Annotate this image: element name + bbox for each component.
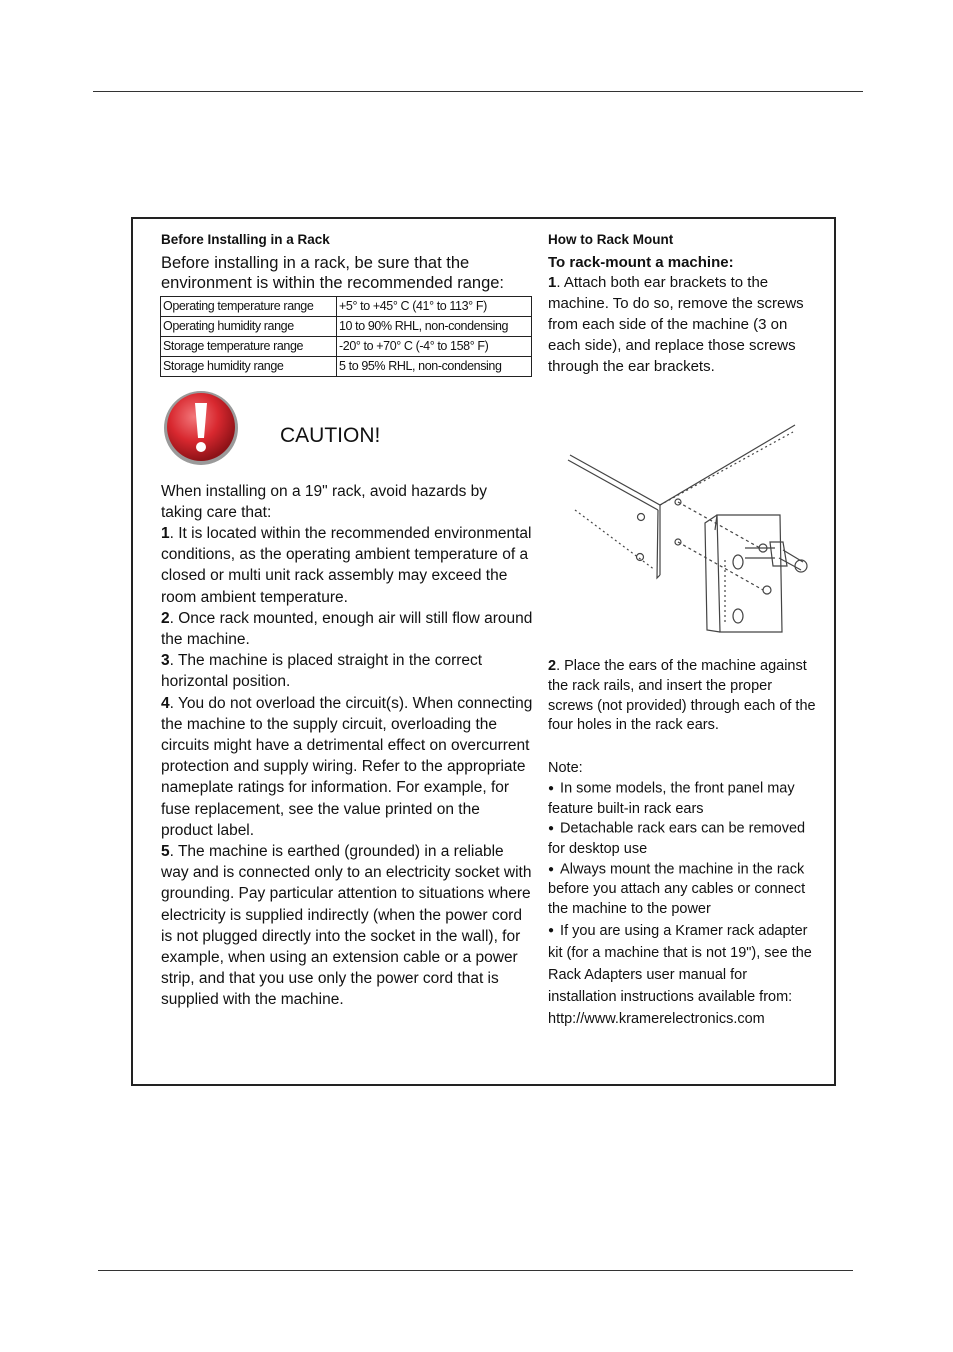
caution-intro: When installing on a 19" rack, avoid hazards by taking care that: (161, 483, 488, 522)
bullet-icon: ● (548, 863, 555, 875)
rack-ear-bracket-illustration (565, 420, 810, 640)
spec-label: Operating humidity range (161, 317, 337, 337)
note-label: Note: (548, 760, 583, 776)
bullet-icon: ● (548, 783, 555, 794)
table-row (161, 357, 532, 377)
list-item: 4. You do not overload the circuit(s). When connecting the machine to the supply circuit, overloading the circuits might have a detrimental effect on overcurrent protection and supply wiring. Refer to the appropriate nameplate ratings for information. For example, for fuse replacement, see the value printed on the product label. (161, 694, 533, 839)
list-item: ● In some models, the front panel may feature built-in rack ears (548, 780, 795, 817)
spec-value: 5 to 95% RHL, non-condensing (337, 357, 532, 377)
note-list (548, 779, 816, 1030)
exclamation-circle-icon (162, 389, 242, 469)
spec-label: Storage temperature range (161, 337, 337, 357)
how-to-rack-mount-heading: How to Rack Mount (548, 232, 674, 247)
list-item: 1. It is located within the recommended environmental conditions, as the operating ambient temperature of a closed or multi unit rack assembly may exceed the room ambient temperature. (161, 525, 532, 606)
bullet-icon: ● (548, 823, 555, 835)
caution-list (161, 523, 533, 1011)
spec-value: +5° to +45° C (41° to 113° F) (337, 297, 532, 317)
table-row (161, 317, 532, 337)
rack-mount-subheading: To rack-mount a machine: (548, 254, 734, 271)
step-2: 2. Place the ears of the machine against the rack rails, and insert the proper screws (not provided) through each of the four holes in the rack ears. (548, 658, 816, 734)
list-item: 5. The machine is earthed (grounded) in a reliable way and is connected only to an electricity socket with grounding. Pay particular attention to situations where electricity is supplied indirectly (when the power cord is not plugged directly into the socket in the wall), for example, when using an extension cable or a power strip, and that you use only the power cord that is supplied with the machine. (161, 843, 532, 1009)
table-row (161, 337, 532, 357)
list-item: ● Detachable rack ears can be removed for desktop use (548, 821, 806, 857)
before-installing-heading: Before Installing in a Rack (161, 232, 330, 247)
header-rule (93, 91, 863, 92)
list-item: 3. The machine is placed straight in the correct horizontal position. (161, 652, 483, 691)
environment-spec-table (160, 296, 532, 377)
list-item: ● Always mount the machine in the rack before you attach any cables or connect the machine to the power (548, 861, 806, 917)
environment-intro: Before installing in a rack, be sure that the environment is within the recommended range: (161, 254, 505, 292)
caution-title: CAUTION! (280, 424, 381, 447)
spec-label: Storage humidity range (161, 357, 337, 377)
list-item: 2. Once rack mounted, enough air will still flow around the machine. (161, 609, 533, 649)
spec-label: Operating temperature range (161, 297, 337, 317)
list-item: ● If you are using a Kramer rack adapter kit (for a machine that is not 19"), see the Rack Adapters user manual for installation instructions available from: (548, 922, 812, 1005)
spec-value: -20° to +70° C (-4° to 158° F) (337, 337, 532, 357)
bullet-icon: ● (548, 924, 555, 936)
kramer-url[interactable]: http://www.kramerelectronics.com (548, 1010, 765, 1027)
table-row (161, 297, 532, 317)
footer-rule (98, 1270, 853, 1271)
spec-value: 10 to 90% RHL, non-condensing (337, 317, 532, 337)
step-1: 1. Attach both ear brackets to the machine. To do so, remove the screws from each side of the machine (3 on each side), and replace those screws through the ear brackets. (548, 274, 804, 375)
